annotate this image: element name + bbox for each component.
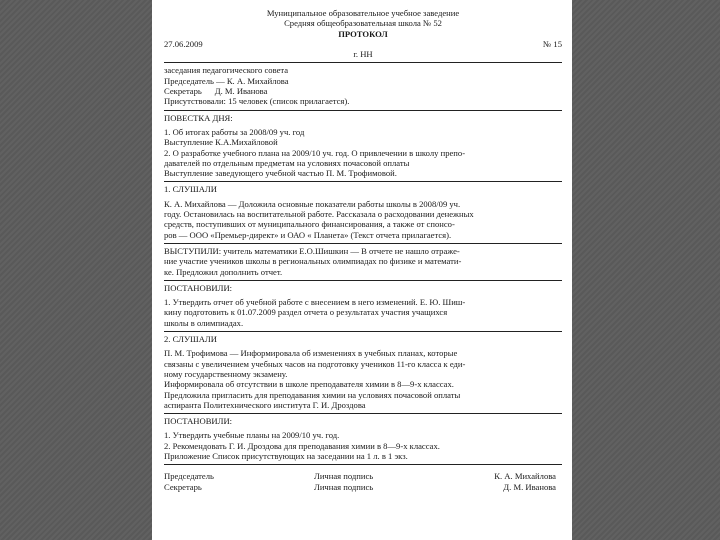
meta-line: Секретарь Д. М. Иванова (164, 86, 268, 97)
heard1-line: К. А. Михайлова — Доложила основные показатели работы школы в 2008/09 уч. (164, 198, 461, 209)
decided1-line: 1. Утвердить отчет об учебной работе с внесением в него изменений. Е. Ю. Шиш- (164, 297, 466, 308)
document-page (152, 0, 572, 540)
signature-name: К. А. Михайлова (494, 471, 556, 482)
heard2-line: связаны с увеличением учебных часов на подготовку учеников 11-го класса к еди- (164, 358, 466, 369)
agenda-line: 2. О разработке учебного плана на 2009/10 уч. год. О привлечении в школу препо- (164, 147, 466, 158)
signature-sign: Личная подпись (314, 471, 374, 482)
heard2-line: Предложила пригласить для преподавания химии на условиях почасовой оплаты (164, 389, 461, 400)
agenda-line: Выступление заведующего учебной частью П. М. Трофимовой. (164, 168, 397, 179)
signature-role: Председатель (164, 471, 214, 482)
heard1-line: средств, поступивших от муниципального финансирования, а также от спонсо- (164, 219, 455, 230)
signature-sign: Личная подпись (314, 481, 374, 492)
heard1-heading: 1. СЛУШАЛИ (164, 184, 217, 195)
signature-row (164, 471, 562, 481)
signature-role: Секретарь (164, 481, 202, 492)
school-name: Средняя общеобразовательная школа № 52 (284, 18, 442, 29)
heard2-line: П. М. Трофимова — Информировала об изменениях в учебных планах, которые (164, 348, 458, 359)
divider (164, 280, 562, 281)
document-title: ПРОТОКОЛ (338, 28, 388, 39)
decided2-line: 2. Рекомендовать Г. И. Дроздова для преподавания химии в 8—9-х классах. (164, 440, 440, 451)
date-number-row (164, 39, 562, 49)
document-date: 27.06.2009 (164, 38, 203, 49)
signature-name: Д. М. Иванова (503, 481, 556, 492)
heard1-line: ров — ООО «Премьер-директ» и ОАО « Планета» (Текст отчета прилагается). (164, 229, 452, 240)
spoke-line: ВЫСТУПИЛИ: учитель математики Е.О.Шишкин — В отчете не нашло отраже- (164, 245, 460, 256)
heard1-line: году. Остановилась на воспитательной работе. Рассказала о расходовании денежных (164, 209, 474, 220)
decided1-heading: ПОСТАНОВИЛИ: (164, 282, 233, 293)
decided2-heading: ПОСТАНОВИЛИ: (164, 416, 233, 427)
heard2-line: Информировала об отсутствии в школе преподавателя химии в 8—9-х классах. (164, 379, 454, 390)
meta-line: Председатель — К. А. Михайлова (164, 75, 289, 86)
agenda-line: 1. Об итогах работы за 2008/09 уч. год (164, 126, 305, 137)
divider (164, 413, 562, 414)
document-number: № 15 (543, 38, 562, 49)
spoke-line: ке. Предложил дополнить отчет. (164, 266, 283, 277)
meta-line: заседания педагогического совета (164, 65, 289, 76)
signature-row (164, 482, 562, 492)
agenda-line: Выступление К.А.Михайловой (164, 137, 278, 148)
divider (164, 331, 562, 332)
decided2-line: Приложение Список присутствующих на заседании на 1 л. в 1 экз. (164, 450, 408, 461)
divider (164, 181, 562, 182)
divider (164, 62, 562, 63)
decided1-line: кину подготовить к 01.07.2009 раздел отчета о результатах участия учащихся (164, 307, 448, 318)
divider (164, 110, 562, 111)
meta-line: Присутствовали: 15 человек (список прилагается). (164, 96, 350, 107)
document-city: г. НН (353, 49, 373, 60)
agenda-line: давателей по отдельным предметам на условиях почасовой оплаты (164, 157, 410, 168)
org-name: Муниципальное образовательное учебное заведение (266, 8, 460, 18)
heard2-line: ному государственному экзамену. (164, 368, 288, 379)
divider (164, 464, 562, 465)
decided1-line: школы в олимпиадах. (164, 317, 244, 328)
divider (164, 243, 562, 244)
protocol-content (164, 8, 562, 492)
heard2-heading: 2. СЛУШАЛИ (164, 334, 217, 345)
decided2-line: 1. Утвердить учебные планы на 2009/10 уч. год. (164, 430, 340, 441)
spoke-line: ние участие учеников школы в региональных олимпиадах по физике и математи- (164, 256, 462, 267)
agenda-heading: ПОВЕСТКА ДНЯ: (164, 112, 233, 123)
heard2-line: аспиранта Политехнического института Г. И. Дроздова (164, 399, 366, 410)
